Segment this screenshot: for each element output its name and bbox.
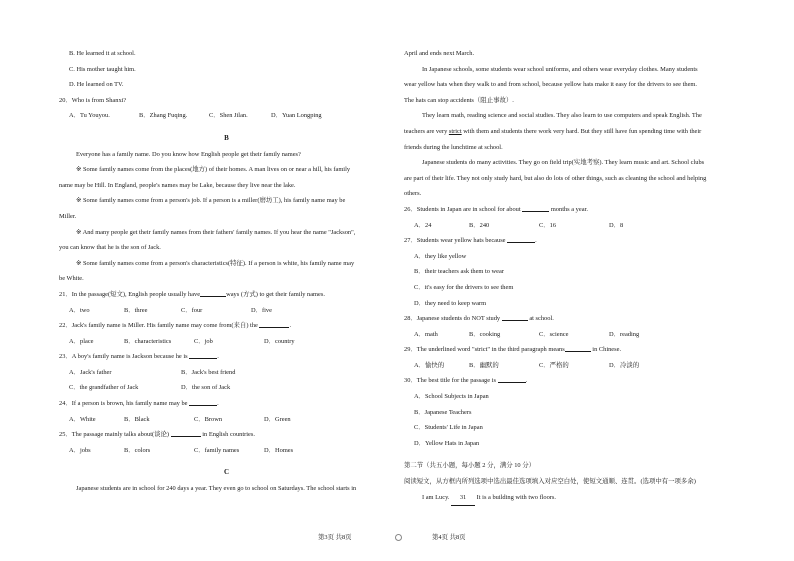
passage-c-para3-line3: friends during the lunchtime at school. bbox=[404, 143, 503, 151]
q19-option-c: C. His mother taught him. bbox=[69, 65, 136, 73]
right-column bbox=[404, 46, 738, 506]
q24-options bbox=[59, 412, 394, 428]
answer-blank[interactable] bbox=[189, 398, 217, 406]
q21-option-a: A．two bbox=[69, 306, 90, 314]
q24-option-a: A．White bbox=[69, 415, 96, 423]
section-2-instructions: 阅读短文，从方框内所列选项中选出最佳选项填入对应空白处，使短文通顺、连贯。(选项中有一项多余) bbox=[404, 478, 696, 486]
q19-option-d: D. He learned on TV. bbox=[69, 81, 124, 89]
q19-option-b: B. He learned it at school. bbox=[69, 50, 136, 57]
q26-option-a: A．24 bbox=[414, 221, 432, 229]
q21-option-d: D．five bbox=[251, 306, 272, 314]
answer-blank[interactable] bbox=[200, 289, 226, 297]
q29-option-a: A．愉快的 bbox=[414, 361, 445, 369]
answer-blank[interactable] bbox=[565, 344, 591, 352]
q27-option-b: B．their teachers ask them to wear bbox=[414, 268, 504, 276]
q23-option-c: C．the grandfather of Jack bbox=[69, 384, 139, 392]
passage-b-para2-line2: Miller. bbox=[59, 212, 77, 220]
q21-option-b: B．three bbox=[124, 306, 148, 314]
q30-option-b: B．Japanese Teachers bbox=[414, 408, 472, 416]
passage-c-para3-line2: teachers are very strict with them and students there work very hard. But they still have fun spending time with their bbox=[404, 127, 702, 135]
answer-blank[interactable] bbox=[507, 235, 535, 243]
q25-option-d: D．Homes bbox=[264, 446, 294, 454]
q27-option-c: C．it's easy for the drivers to see them bbox=[414, 283, 514, 291]
q28-option-c: C．science bbox=[539, 330, 569, 338]
q23-option-a: A．Jack's father bbox=[69, 368, 112, 376]
q20-options bbox=[59, 108, 394, 124]
q28-option-b: B．cooking bbox=[469, 330, 501, 338]
q22-question: 22．Jack's family name is Miller. His family name may come from(来自) the . bbox=[59, 322, 292, 330]
section-c-heading: C bbox=[223, 468, 230, 477]
page-number-right: 第4页 共8页 bbox=[432, 534, 466, 541]
q20-option-c: C．Shen Jilan. bbox=[209, 112, 248, 120]
q26-option-c: C．16 bbox=[539, 221, 557, 229]
q22-options bbox=[59, 334, 394, 350]
q25-option-a: A．jobs bbox=[69, 446, 91, 454]
q20-option-a: A．Tu Youyou. bbox=[69, 112, 110, 120]
passage-b-para4-line1: ※ Some family names come from a person's characteristics(特征). If a person is white, his family name may bbox=[76, 259, 355, 267]
passage-c-para2-line1: In Japanese schools, some students wear school uniforms, and others wear everyday clothes. Many students bbox=[422, 65, 698, 73]
passage-b-para3-line1: ※ And many people get their family names from their fathers' family names. If you hear the name "Jackson", bbox=[76, 228, 356, 236]
section-2-title: 第二节（共五小题，每小题 2 分，满分 10 分） bbox=[404, 462, 536, 470]
q26-option-b: B．240 bbox=[469, 221, 490, 229]
passage-c-para3-line1: They learn math, reading science and social studies. They also learn to use computers and speak English. The bbox=[422, 112, 702, 120]
q25-options bbox=[59, 443, 394, 459]
answer-blank[interactable] bbox=[502, 313, 528, 321]
q29-options bbox=[404, 358, 738, 374]
q27-option-a: A．they like yellow bbox=[414, 252, 467, 260]
answer-blank-31[interactable]: 31 bbox=[451, 490, 475, 507]
q21-options bbox=[59, 303, 394, 319]
answer-blank[interactable] bbox=[259, 320, 289, 328]
passage-c-para4-line3: others. bbox=[404, 190, 422, 198]
q21-question: 21．In the passage(短文), English people usually have ways (方式) to get their family names. bbox=[59, 290, 325, 298]
passage-c-line2: April and ends next March. bbox=[404, 50, 475, 57]
passage-b-para2-line1: ※ Some family names come from a person's job. If a person is a miller(磨坊工), his family name may be bbox=[76, 197, 346, 205]
q20-option-d: D．Yuan Longping bbox=[271, 112, 322, 120]
q28-option-d: D．reading bbox=[609, 330, 640, 338]
q24-option-b: B．Black bbox=[124, 415, 150, 423]
q23-option-d: D．the son of Jack bbox=[181, 384, 231, 392]
q24-option-d: D．Green bbox=[264, 415, 291, 423]
page-number-left: 第3页 共8页 bbox=[318, 534, 352, 541]
q26-question: 26．Students in Japan are in school for about months a year. bbox=[404, 205, 588, 213]
underlined-word-strict: strict bbox=[448, 127, 462, 135]
q30-option-d: D．Yellow Hats in Japan bbox=[414, 439, 480, 447]
q25-option-b: B．colors bbox=[124, 446, 151, 454]
q28-options bbox=[404, 327, 738, 343]
q23-option-b: B．Jack's best friend bbox=[181, 368, 236, 376]
passage-d-line1: I am Lucy. 31 It is a building with two floors. bbox=[404, 490, 738, 507]
q30-option-c: C．Students' Life in Japan bbox=[414, 424, 483, 432]
answer-blank[interactable] bbox=[171, 429, 201, 437]
q24-option-c: C．Brown bbox=[194, 415, 223, 423]
q30-question: 30．The best title for the passage is . bbox=[404, 377, 528, 385]
q29-question: 29．The underlined word "strict" in the third paragraph means in Chinese. bbox=[404, 346, 622, 354]
passage-c-para2-line3: The hats can stop accidents（阻止事故）. bbox=[404, 96, 514, 104]
passage-b-intro: Everyone has a family name. Do you know how English people get their family names? bbox=[76, 150, 301, 158]
q24-question: 24．If a person is brown, his family name may be . bbox=[59, 400, 219, 408]
q27-question: 27．Students wear yellow hats because . bbox=[404, 237, 537, 245]
q28-option-a: A．math bbox=[414, 330, 438, 338]
answer-blank[interactable] bbox=[498, 375, 526, 383]
q22-option-a: A．place bbox=[69, 337, 94, 345]
answer-blank[interactable] bbox=[189, 351, 217, 359]
left-column bbox=[59, 46, 394, 497]
q26-options bbox=[404, 218, 738, 234]
passage-b-para1-line1: ※ Some family names come from the places(地方) of their homes. A man lives on or near a hill, his family bbox=[76, 166, 351, 174]
q20-question: 20．Who is from Shanxi? bbox=[59, 96, 127, 104]
q30-option-a: A．School Subjects in Japan bbox=[414, 393, 489, 401]
q25-question: 25．The passage mainly talks about(谈论) in English countries. bbox=[59, 431, 255, 439]
q29-option-c: C．严格的 bbox=[539, 361, 569, 369]
q22-option-d: D．country bbox=[264, 337, 295, 345]
passage-b-para3-line2: you can know that he is the son of Jack. bbox=[59, 244, 161, 252]
q23-question: 23．A boy's family name is Jackson because he is . bbox=[59, 353, 219, 361]
passage-b-para1-line2: name may be Hill. In England, people's names may be Lake, because they live near the lake. bbox=[59, 181, 296, 189]
q23-options bbox=[59, 365, 394, 381]
q25-option-c: C．family names bbox=[194, 446, 240, 454]
answer-blank[interactable] bbox=[522, 204, 549, 212]
passage-c-para2-line2: wear yellow hats when they walk to and from school, because yellow hats make it easy for the drivers to see them. bbox=[404, 81, 697, 89]
passage-c-line1: Japanese students are in school for 240 days a year. They even go to school on Saturdays. The school starts in bbox=[76, 485, 357, 493]
q29-option-d: D．冷淡的 bbox=[609, 361, 640, 369]
passage-b-para4-line2: be White. bbox=[59, 275, 84, 283]
q21-option-c: C．four bbox=[181, 306, 203, 314]
q29-option-b: B．幽默的 bbox=[469, 361, 499, 369]
q22-option-b: B．characteristics bbox=[124, 337, 172, 345]
section-b-heading: B bbox=[224, 133, 229, 142]
q26-option-d: D．8 bbox=[609, 221, 624, 229]
q27-option-d: D．they need to keep warm bbox=[414, 299, 487, 307]
q22-option-c: C．job bbox=[194, 337, 213, 345]
passage-c-para4-line1: Japanese students do many activities. They go on field trip(实地考察). They learn music and art. School clubs bbox=[422, 159, 705, 167]
passage-c-para4-line2: are part of their life. They not only study hard, but also do lots of other things, such as cleaning the school and helping bbox=[404, 174, 707, 182]
binding-ring-icon bbox=[395, 534, 402, 541]
q20-option-b: B．Zhang Fuqing. bbox=[139, 112, 188, 120]
q28-question: 28．Japanese students do NOT study at school. bbox=[404, 315, 554, 323]
